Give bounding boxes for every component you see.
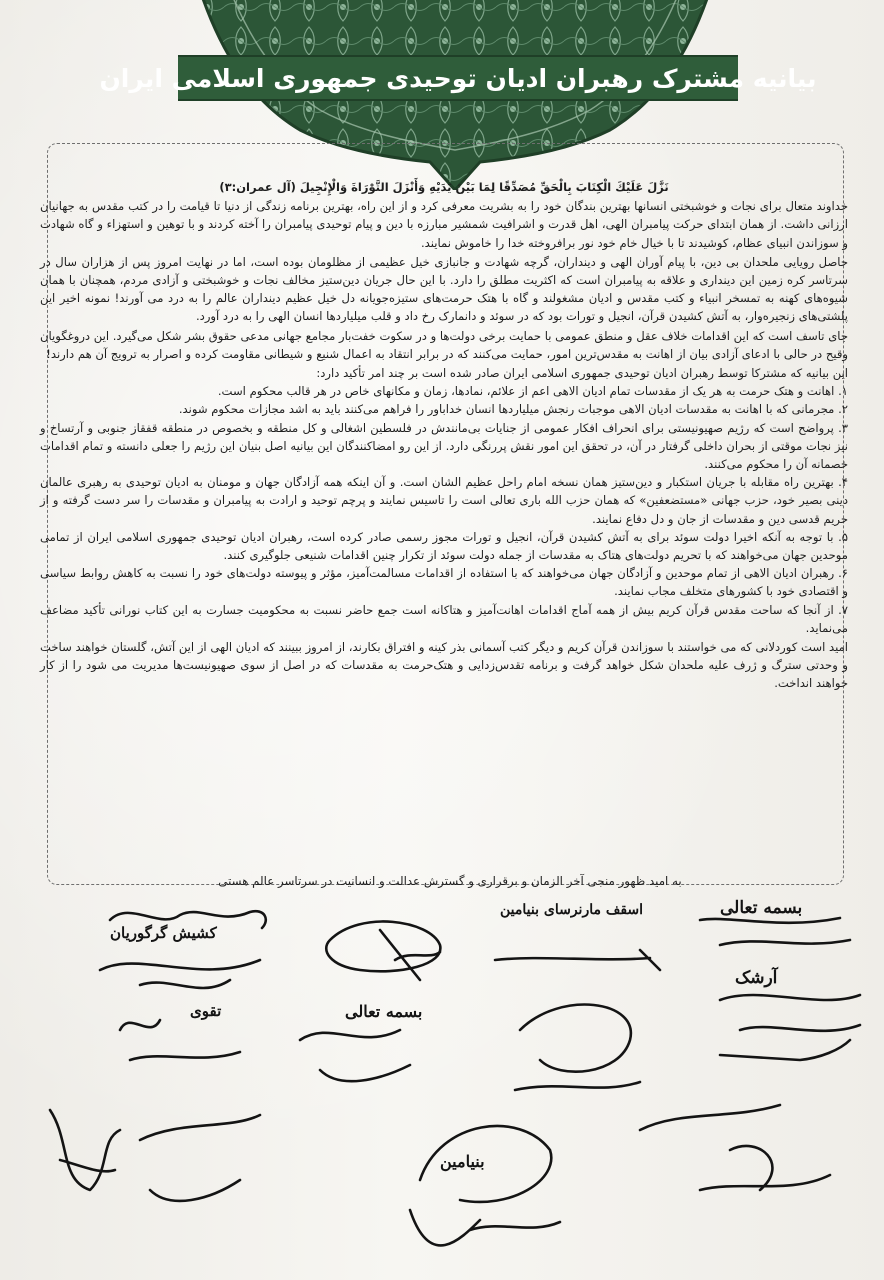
point-item: ۲. مجرمانی که با اهانت به مقدسات ادیان الاهی موجبات رنجش میلیاردها انسان خداباور را فراهم می‌کنند باید به اشد مجازات محکوم شوند.: [178, 402, 848, 417]
signature-stroke: [700, 1175, 830, 1190]
signature-stroke: [140, 1115, 260, 1201]
signature-stroke: [50, 1110, 120, 1190]
signature-stroke: [720, 995, 860, 1031]
paragraph-intro: خداوند متعال برای نجات و خوشبختی انسانها بهترین بندگان خود را به بشریت معرفی کرد و از این راه، بهترین برنامه زندگی از دنیا تا قیامت را در کتب مقدس به جهانیان ارزانی داشت. از همان ابتدای حرکت پیامبران الهی، اهل قدرت و اشرافیت شمشیر مبارزه با دین و پیام توحیدی پیامبران را آخته کردند و با توهین و استهزاء و گاه شهادت و سوزاندن انبیای عظام، کوشیدند تا با خیال خام خود نور برافروخته خدا را خاموش نمایند.: [40, 199, 848, 250]
signature-stroke: [700, 918, 850, 945]
point-item: ۱. اهانت و هتک حرمت به هر یک از مقدسات تمام ادیان الاهی اعم از علائم، نمادها، زمان و مکانهای خاص در هر قالب محکوم است.: [217, 384, 848, 399]
point-item: ۶. رهبران ادیان الاهی از تمام موحدین و آزادگان جهان می‌خواهند که با استفاده از اقدامات مسالمت‌آمیز، مؤثر و پیوسته دولت‌های خود را نسبت به کاهش روابط سیاسی و اقتصادی خود با کشورهای متخلف مجاب نمایند.: [40, 566, 848, 599]
signature-stroke: [120, 1020, 240, 1060]
quran-verse: نَزَّلَ عَلَيْكَ الْكِتَابَ بِالْحَقِّ مُصَدِّقًا لِمَا بَيْنَ يَدَيْهِ وَأَنْزَلَ التَّوْرَاةَ وَالْإِنْجِيلَ (آل عمران:۳): [219, 180, 669, 194]
signature-label: بنیامین: [440, 1152, 485, 1171]
signature-label: تقوی: [190, 1002, 222, 1020]
signature-stroke: [300, 1030, 410, 1081]
signature-stroke: [100, 960, 260, 988]
statement-title: بیانیه مشترک رهبران ادیان توحیدی جمهوری اسلامی ایران: [99, 63, 817, 93]
signature-stroke: [520, 1005, 631, 1072]
signature-stroke: [720, 1040, 850, 1060]
point-item: ۳. پرواضح است که رژیم صهیونیستی برای انحراف افکار عمومی از جنایات بی‌مانندش در فلسطین اشغالی و کل منطقه و بخصوص در منطقه قفقاز جنوبی و آرتساخ و نیز نجات موقتی از بحران داخلی گرفتار در آن، در تحقق این امور نقش پررنگی دارد. از این رو امضاکنندگان این بیانیه اصل بنیان این رژیم را جعلی دانسته و تمام اقدامات خصمانه آن را محکوم می‌کنند.: [40, 420, 848, 472]
point-item: ۵. با توجه به آنکه اخیرا دولت سوئد برای به آتش کشیدن قرآن، انجیل و تورات مجوز رسمی صادر کرده است، رهبران ادیان توحیدی جمهوری اسلامی ایران از تمامی موحدین جهان می‌خواهند که با تحریم دولت‌های هتاک به مقدسات از جمله دولت سوئد از تکرار چنین اقدامات شنیعی جلوگیری کنند.: [40, 529, 848, 563]
signature-stroke: [326, 921, 440, 971]
signature-label: بسمه تعالی: [345, 1002, 423, 1021]
signature-stroke: [410, 1210, 560, 1245]
point-item: ۴. بهترین راه مقابله با جریان استکبار و دین‌ستیز همان نسخه امام راحل عظیم الشان است. و آن اینکه همه آزادگان جهان و مومنان به ادیان توحیدی به رهبری عالمان دینی بصیر خود، حزب جهانی «مستضعفین» که همان حزب الله باری تعالی است را تاسیس نمایند و پرچم توحید و ارادت به پیامبران و مقدسات را سر دست گرفته و از حریم قدسی دین و مقدسات از جان و دل دفاع نمایند.: [40, 475, 848, 526]
paragraph-points-intro: این بیانیه که مشترکا توسط رهبران ادیان توحیدی جمهوری اسلامی ایران صادر شده است بر چند امر تأکید دارد:: [316, 366, 848, 381]
signature-stroke: [515, 1082, 640, 1090]
signature-label: بسمه تعالی: [720, 898, 803, 918]
paragraph-regret: جای تاسف است که این اقدامات خلاف عقل و منطق عمومی با حمایت برخی دولت‌ها و در سکوت خفت‌بار مجامع جهانی مدعی حقوق بشر شکل می‌گیرد. این دروغگویان وقیح در حالی با ادعای آزادی بیان از اهانت به مقدس‌ترین امور، حمایت می‌کنند که در برابر انتقاد به اعمال شنیع و شیطانی مقاومت کرده و اصرار به ترویج آن هم دارند!: [40, 328, 848, 361]
signatures-area: [0, 890, 884, 1280]
statement-title-banner: [99, 55, 817, 101]
paragraph-history: حاصل رویایی ملحدان بی دین، با پیام آوران الهی و دینداران، گرچه شهادت و جانبازی خیل عظیمی از مظلومان بوده است، اما در نهایت امروز پس از هزاران سال در سرتاسر کره زمین این دینداری و علاقه به پیامبران است که اکثریت مطلق را دارد. با این حال جریان دین‌ستیز مخالف نجات و خوشبختی و آزادی مردم، همچنان با همان شیوه‌های کهنه به تمسخر انبیاء و کتب مقدس و ادیان مشغولند و گاه با هتک حرمت‌های ستیزه‌جویانه دل خیل عظیم دینداران عالم را به درد می آورند! نمونه اخیر این پلشتی‌های زنجیره‌وار، به آتش کشیدن قرآن، انجیل و تورات بود که در سوئد و دانمارک رخ داد و قلب میلیاردها انسان الهی را به درد آورد.: [40, 254, 848, 324]
signature-stroke: [640, 1105, 780, 1190]
statement-body: [40, 178, 848, 693]
signature-label: کشیش گرگوریان: [110, 924, 217, 942]
signature-label: اسقف مارنرسای بنیامین: [500, 902, 644, 918]
signature-strokes: [0, 890, 884, 1280]
closing-line: به امید ظهور منجی آخر الزمان و برقراری و گسترش عدالت و انسانیت در سرتاسر عالم هستی: [218, 874, 682, 888]
signature-stroke: [495, 950, 660, 970]
signature-label: آرشک: [735, 968, 778, 988]
point-item: ۷. از آنجا که ساحت مقدس قرآن کریم بیش از همه آماج اقدامات اهانت‌آمیز و هتاکانه است جمع حاضر نسبت به محکومیت جسارت به این کتاب نورانی تأکید مضاعف می‌نماید.: [40, 602, 848, 635]
paragraph-final: امید است کوردلانی که می خواستند با سوزاندن قرآن کریم و دیگر کتب آسمانی بذر کینه و افتراق بکارند، از امروز ببینند که ادیان الهی از این آتش، گلستان خواهند ساخت و وحدتی سترگ و ژرف علیه ملحدان شکل خواهد گرفت و برنامه تقدس‌زدایی و هتک‌حرمت به مقدسات که در اصل از سوی صهیونیست‌ها مدیریت می شود را از کار خواهند انداخت.: [40, 640, 848, 691]
